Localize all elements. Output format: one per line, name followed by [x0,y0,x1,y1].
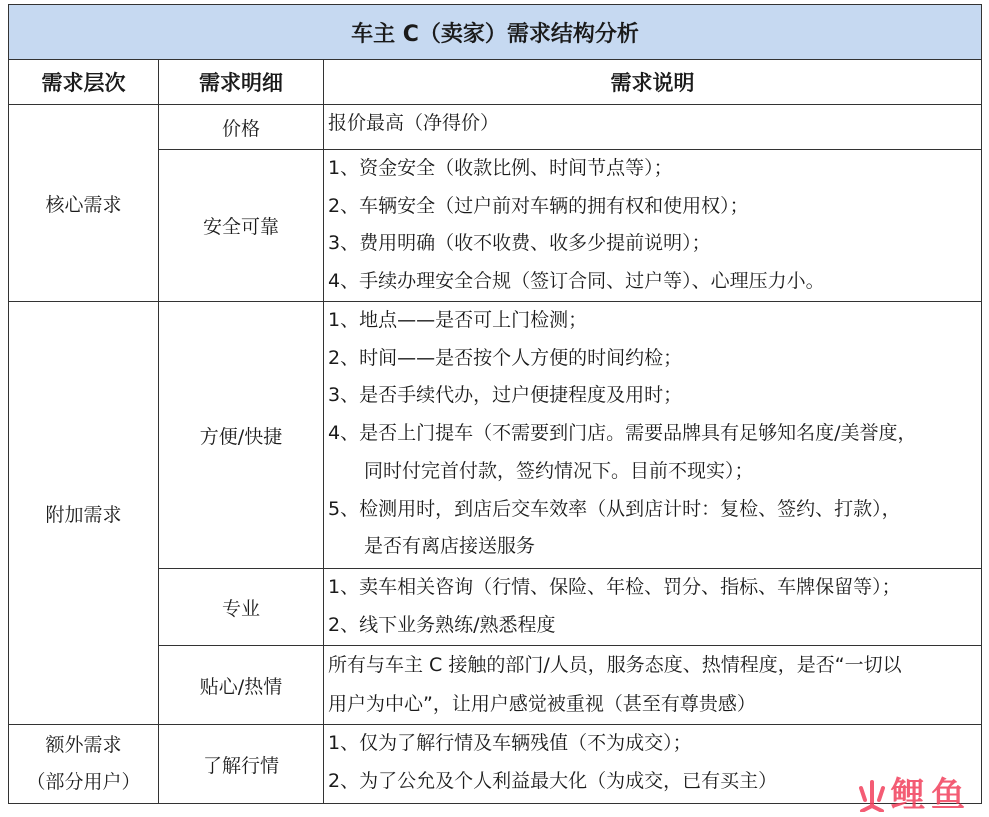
flame-icon [857,778,887,812]
desc-line: 2、时间——是否按个人方便的时间约检； [328,346,683,369]
desc-line: 1、卖车相关咨询（行情、保险、年检、罚分、指标、车牌保留等）； [328,576,901,598]
desc-line: 同时付完首付款，签约情况下。目前不现实）； [364,459,754,482]
table-title: 车主 C（卖家）需求结构分析 [9,5,982,60]
title-row [9,5,982,60]
detail-professional: 专业 [159,569,324,646]
header-description: 需求说明 [324,60,982,105]
desc-warmth [324,646,982,725]
header-detail: 需求明细 [159,60,324,105]
desc-convenience [324,302,982,569]
desc-safety [324,150,982,302]
header-row [9,60,982,105]
table-row [9,725,982,804]
desc-line: 3、是否手续代办，过户便捷程度及用时； [328,384,683,407]
header-level: 需求层次 [9,60,159,105]
detail-safety: 安全可靠 [159,150,324,302]
desc-line: 1、仅为了解行情及车辆残值（不为成交）； [328,732,692,754]
watermark-text: 鲤鱼 [891,775,971,815]
desc-line: 是否有离店接送服务 [364,535,536,558]
desc-line: 1、资金安全（收款比例、时间节点等）； [328,157,673,179]
desc-professional [324,569,982,646]
desc-line: 1、地点——是否可上门检测； [328,309,588,331]
desc-line: 用户为中心”，让用户感觉被重视（甚至有尊贵感） [328,693,756,715]
level-core: 核心需求 [9,105,159,302]
desc-line: 所有与车主 C 接触的部门/人员，服务态度、热情程度，是否“一切以 [328,654,902,676]
level-additional: 附加需求 [9,302,159,725]
desc-line: 3、费用明确（收不收费、收多少提前说明）； [328,232,711,255]
desc-line: 报价最高（净得价） [328,112,500,134]
desc-line: 4、手续办理安全合规（签订合同、过户等）、心理压力小。 [328,270,825,293]
table-row [9,105,982,150]
detail-warmth: 贴心/热情 [159,646,324,725]
requirements-table [8,4,982,804]
table-row [9,302,982,569]
level-extra-label: 额外需求 [45,734,122,756]
desc-line: 2、车辆安全（过户前对车辆的拥有权和使用权）； [328,194,749,217]
desc-line: 2、为了公允及个人利益最大化（为成交，已有买主） [328,769,778,792]
desc-price [324,105,982,150]
level-extra-sub: （部分用户） [26,771,141,793]
desc-line: 2、线下业务熟练/熟悉程度 [328,613,556,636]
detail-price: 价格 [159,105,324,150]
level-extra [9,725,159,804]
detail-market: 了解行情 [159,725,324,804]
watermark-logo [857,775,971,815]
desc-line: 4、是否上门提车（不需要到门店。需要品牌具有足够知名度/美誉度， [328,422,917,445]
desc-line: 5、检测用时，到店后交车效率（从到店计时：复检、签约、打款）， [328,497,901,520]
detail-convenience: 方便/快捷 [159,302,324,569]
